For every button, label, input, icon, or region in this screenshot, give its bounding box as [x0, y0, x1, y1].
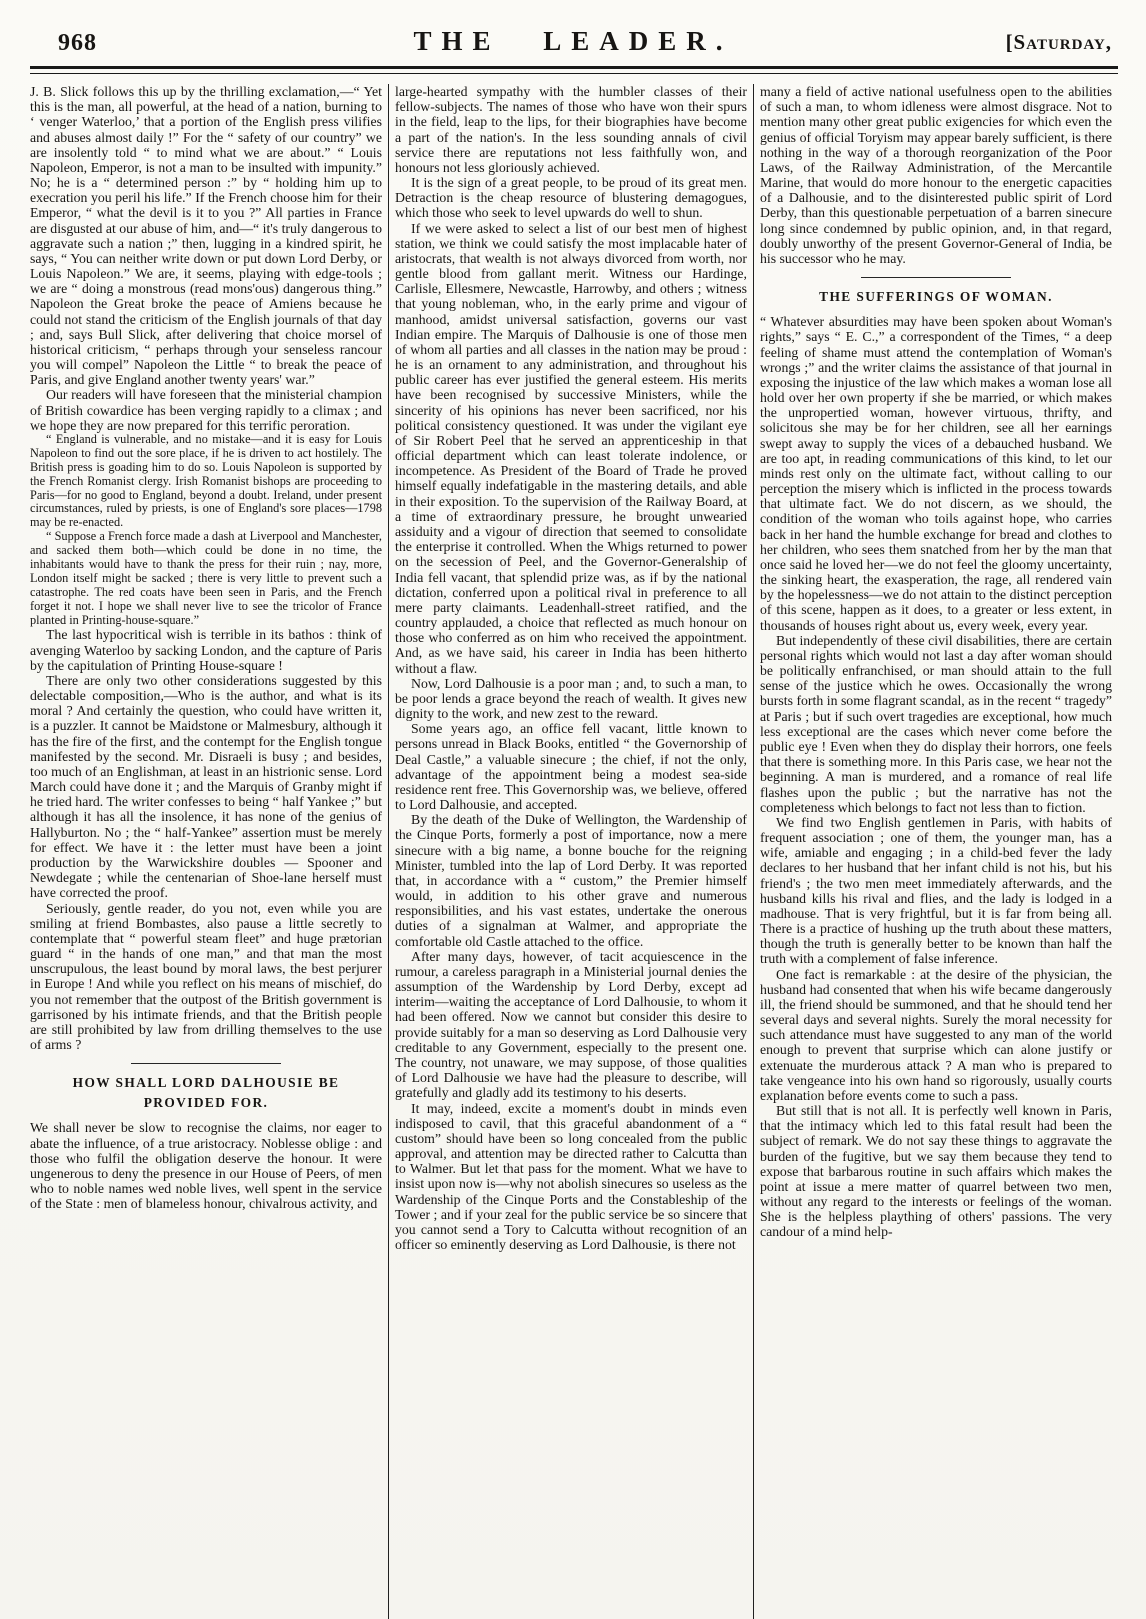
date-marker: [Saturday, — [1005, 30, 1112, 54]
article-columns — [30, 84, 1112, 1619]
masthead-title: THE LEADER. — [413, 26, 733, 56]
column-right — [760, 84, 1112, 1619]
blockquote-paragraph: “ England is vulnerable, and no mistake—and it is easy for Louis Napoleon to find out the sore place, if he is driven to act hostilely. The British press is goading him to do so. Louis Napoleon is supported by the French Romanist clergy. Irish Romanist bishops are proceeding to Paris—for no good to England, beyond a doubt. Ireland, under present circumstances, ruled by priests, is one of England's sore places—1798 may be re-enacted. — [30, 431, 382, 530]
article-paragraph: Some years ago, an office fell vacant, little known to persons unread in Black Books, entitled “ the Governorship of Deal Castle,” a valuable sinecure ; the chief, if not the only, advantage of the appointment being a modest sea-side residence rent free. This Governorship was, we believe, offered to Lord Dalhousie, and accepted. — [395, 721, 747, 813]
article-paragraph: But still that is not all. It is perfectly well known in Paris, that the intimacy which led to this fatal result had been the subject of remark. We do not say these things to aggravate the burden of the fugitive, but we say them because they tend to expose that barbarous routine in such affairs which makes the point at issue a mere matter of quarrel between two men, without any regard to the interests or feelings of the woman. She is the helpless plaything of others' passions. The very candour of a mind help- — [760, 1103, 1112, 1240]
section-divider — [131, 1063, 281, 1064]
article-paragraph: We shall never be slow to recognise the claims, nor eager to abate the influence, of a true aristocracy. Noblesse oblige : and those who fulfil the obligation deserve the honour. It were ungenerous to deny the presence in our House of Peers, of men who to noble names wed noble lives, well spent in the service of the State : men of blameless honour, chivalrous activity, and — [30, 1120, 382, 1212]
column-left — [30, 84, 382, 1619]
article-paragraph: After many days, however, of tacit acquiescence in the rumour, a careless paragraph in a Ministerial journal denies the assumption of the Wardenship by Lord Derby, except ad interim—waiting the acceptance of Lord Dalhousie, to whom it had been offered. Now we cannot but consider this desire to provide suitably for a man so deserving as Lord Dalhousie very creditable to any Government, especially to the present one. The country, not unaware, we may suppose, of those qualities of Lord Dalhousie we have had the pleasure to describe, will gratefully and gladly add its testimony to his deserts. — [395, 948, 747, 1101]
column-divider — [388, 84, 389, 1619]
article-paragraph: It may, indeed, excite a moment's doubt in minds even indisposed to cavil, that this graceful abandonment of a “ custom” should have been so long concealed from the public approval, and attention may be directed rather to Calcutta than to Walmer. But let that pass for the moment. What we have to insist upon now is—why not abolish sinecures so useless as the Wardenship of the Cinque Ports and the Constableship of the Tower ; and if your zeal for the public service be so sincere that you cannot send a Tory to Calcutta without recognition of an officer so eminently deserving as Lord Dalhousie, is there not — [395, 1100, 747, 1253]
article-paragraph: many a field of active national usefulness open to the abilities of such a man, to whom idleness were almost disgrace. Not to mention many other great public exigencies for which even the genius of official Toryism may appear barely sufficient, is there nothing in the way of a thorough reorganization of the Poor Laws, of the Railway Administration, of the Mercantile Marine, that would do more honour to the energetic capacities of a Dalhousie, and to the disinterested public spirit of Lord Derby, than this questionable perpetuation of a barren sinecure long since condemned by public opinion, and, in that regard, doubly unworthy of the present Governor-General of India, be his successor who he may. — [760, 84, 1112, 266]
article-paragraph: “ Whatever absurdities may have been spoken about Woman's rights,” says “ E. C.,” a correspondent of the Times, “ a deep feeling of shame must attend the contemplation of Woman's wrongs ;” and the writer claims the assistance of that journal in exposing the injustice of the law which makes a woman lose all hold over her own property if she be married, or which makes the unpropertied woman, however virtuous, thrifty, and solicitous she may be for her children, see all her earnings swept away to supply the vices of a debauched husband. We are too apt, in reading communications of this kind, to let our minds rest only on the ultimate fact, without calling to our perception the misery which is inflicted in the process towards that ultimate fact. We do not discern, as we should, the condition of the woman who toils against hope, who carries back in her hand the humble exchange for bread and clothes to her children, who sees them snatched from her by the man that once said he loved her—we do not feel the gloomy uncertainty, the sinking heart, the exasperation, the rage, all rendered vain by the hopelessness—we do not attain to the distinct perception of this scene, happen as it does, to a greater or less extent, in thousands of houses right about us, every week, every year. — [760, 314, 1112, 633]
article-paragraph: Seriously, gentle reader, do you not, even while you are smiling at friend Bombastes, also pause a little secretly to contemplate that “ powerful steam fleet” and huge prætorian guard “ in the hands of one man,” and that man the most unscrupulous, the least bound by moral laws, the best perjurer in Europe ! And while you reflect on his means of mischief, do you not remember that the outpost of the British government is garrisoned by his intimate friends, and that the British people are still prohibited by law from drilling themselves to the use of arms ? — [30, 900, 382, 1053]
blockquote-paragraph: “ Suppose a French force made a dash at Liverpool and Manchester, and sacked them both—which could be done in no time, the inhabitants would have to thank the press for their ruin ; nay, more, London itself might be sacked ; there is very little to prevent such a catastrophe. The red coats have been seen in Paris, and the French forget it not. I hope we shall never live to see the tricolor of France planted in Printing-house-square.” — [30, 529, 382, 627]
page-number: 968 — [58, 30, 97, 56]
article-paragraph: If we were asked to select a list of our best men of highest station, we think we could satisfy the most implacable hater of aristocrats, that wealth is not always divorced from worth, nor gentle blood from gallant merit. Witness our Hardinge, Carlisle, Ellesmere, Newcastle, Harrowby, and others ; witness that young nobleman, who, in the early prime and vigour of manhood, amidst universal satisfaction, governs our vast Indian empire. The Marquis of Dalhousie is one of those men of whom all parties and all classes in the nation may be proud : he is an ornament to any administration, and throughout his public career has ever justified the general esteem. His merits have been recognised by successive Ministers, while the sincerity of his opinions has never been sacrificed, nor his political consistency questioned. It was under the vigilant eye of Sir Robert Peel that he served an apprenticeship in that official department which can least tolerate indolence, or incompetence. As President of the Board of Trade he proved himself equally indefatigable in the mastering details, and able in their exposition. To the supervision of the Railway Board, at a time of extraordinary pressure, he brought unwearied assiduity and a vigour of direction that seemed to consolidate the enterprise it controlled. When the Whigs returned to power on the secession of Peel, and the Governor-Generalship of India fell vacant, that splendid prize was, as if by the national dictation, conferred upon a political rival in preference to all mere party claimants. Leadenhall-street ratified, and the country applauded, a choice that reflected as much honour on those who conferred as on him who received the appointment. And, as we have said, his career in India has been hitherto without a flaw. — [395, 220, 747, 676]
section-divider — [861, 277, 1011, 278]
article-paragraph: One fact is remarkable : at the desire of the physician, the husband had consented that when his wife became dangerously ill, the friend should be summoned, and that he should tend her several days and several nights. Surely the moral necessity for such attendance must have suggested to any man of the world enough to prevent that surprise which can alone justify or extenuate the murderous attack ? A man who is prepared to take vengeance into his own hand so rigorously, usually courts explanation before events come to such a pass. — [760, 966, 1112, 1103]
article-paragraph: large-hearted sympathy with the humbler classes of their fellow-subjects. The names of those who have won their spurs in the field, leap to the lips, for their biographies have become a part of the nation's. In the less sounding annals of civil service there are reputations not less faithfully won, and honours not less gloriously achieved. — [395, 84, 747, 175]
article-heading-dalhousie: HOW SHALL LORD DALHOUSIE BE PROVIDED FOR. — [72, 1075, 340, 1111]
column-middle — [395, 84, 747, 1619]
article-paragraph: J. B. Slick follows this up by the thrilling exclamation,—“ Yet this is the man, all powerful, at the head of a nation, burning to ‘ venger Waterloo,’ that a portion of the English press vilifies and abuses almost daily !” For the “ safety of our country” we are insolently told “ to mind what we are about.” “ Louis Napoleon, Emperor, is not a man to be insulted with impunity.” No; he is a “ determined person :” by “ holding him up to execration you peril his life.” If the French choose him for their Emperor, “ what the devil is it to you ?” All parties in France are disgusted at our abuse of him, and—“ it's truly dangerous to aggravate such a nation ;” then, lugging in a kindred spirit, he says, “ You can neither write down or put down Lord Derby, or Louis Napoleon.” We are, it seems, playing with edge-tools ; we are “ doing a monstrous (read mons'ous) dangerous thing.” Napoleon the Great broke the peace of Amiens because he could not stand the criticism of the English journals of that day ; and, says Bull Slick, after delivering that choice morsel of historical criticism, “ perhaps through your senseless rancour you will compel” Napoleon the Little “ to break the peace of Paris, and give England another twenty years' war.” — [30, 84, 382, 388]
article-paragraph: There are only two other considerations suggested by this delectable composition,—Who is the author, and what is its moral ? And certainly the question, who could have written it, is a puzzler. It cannot be Maidstone or Malmesbury, although it has the fire of the first, and the contempt for the English tongue manifested by the second. Mr. Disraeli is busy ; and besides, too much of an Englishman, at least in an histrionic sense. Lord March could have done it ; and the Marquis of Granby might if he tried hard. The writer confesses to being “ half Yankee ;” but although it has all the insolence, it has none of the genius of Hallyburton. No ; the “ half-Yankee” assertion must be merely for effect. We have it : the letter must have been a joint production by the Warwickshire doubles — Spooner and Newdegate ; while the centenarian of Shoe-lane herself must have corrected the proof. — [30, 672, 382, 901]
column-divider — [753, 84, 754, 1619]
article-paragraph: Our readers will have foreseen that the ministerial champion of British cowardice has been verging rapidly to a climax ; and we hope they are now prepared for this terrific peroration. — [30, 387, 382, 433]
article-paragraph: We find two English gentlemen in Paris, with habits of frequent association ; one of them, the younger man, has a wife, amiable and engaging ; in a child-bed fever the lady declares to her husband that her infant child is not his, but his friend's ; the two men meet immediately afterwards, and the husband kills his rival and flies, and the lady is lodged in a madhouse. That is very frightful, but it is far from being all. There is a practice of hushing up the truth about these matters, though the truth is generally better to be known than half the truth with a complement of false inference. — [760, 814, 1112, 967]
article-heading-sufferings-of-woman: THE SUFFERINGS OF WOMAN. — [819, 289, 1053, 305]
header-rule — [30, 66, 1118, 74]
article-paragraph: But independently of these civil disabilities, there are certain personal rights which would not last a day after woman should be politically enfranchised, or man should attain to the full sense of the justice which he owes. Occasionally the wrong bursts forth in some flagrant scandal, as in the recent “ tragedy” at Paris ; but if such overt tragedies are exceptional, how much less exceptional are the cases which never come before the public eye ! Even when they do display their horrors, one feels that there is something more. In this Paris case, we hear not the beginning. A man is murdered, and a romance of real life flashes upon the public ; but the narrative has not the completeness which belongs to fact not less than to fiction. — [760, 632, 1112, 815]
article-paragraph: By the death of the Duke of Wellington, the Wardenship of the Cinque Ports, formerly a post of importance, now a mere sinecure with a big name, a bonne bouche for the reigning Minister, tumbled into the lap of Lord Derby. It was reported that, in accordance with a “ custom,” the Premier himself would, in addition to his other grave and numerous responsibilities, and his vast estates, undertake the onerous duties of a signalman at Walmer, and appropriate the comfortable old Castle attached to the office. — [395, 812, 747, 949]
article-paragraph: It is the sign of a great people, to be proud of its great men. Detraction is the cheap resource of blustering demagogues, which those who seek to level upwards do well to shun. — [395, 175, 747, 221]
article-paragraph: Now, Lord Dalhousie is a poor man ; and, to such a man, to be poor lends a grace beyond the reach of wealth. It gives new dignity to the work, and new zest to the reward. — [395, 675, 747, 722]
article-paragraph: The last hypocritical wish is terrible in its bathos : think of avenging Waterloo by sacking London, and the capture of Paris by the capitulation of Printing House-square ! — [30, 627, 382, 673]
